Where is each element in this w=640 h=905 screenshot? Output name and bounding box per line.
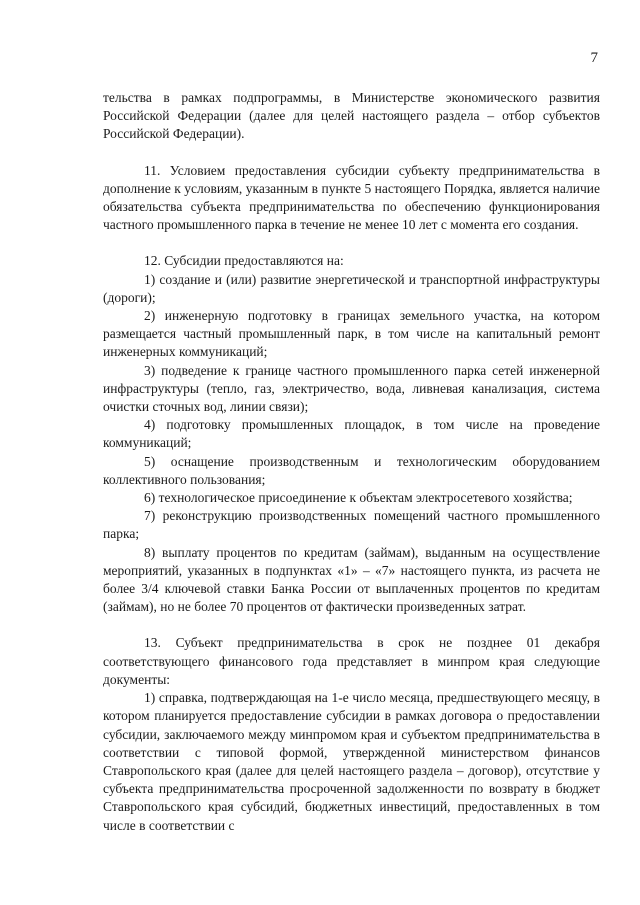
list-item-12-6: 6) технологическое присоединение к объектам электросетевого хозяйства;	[144, 490, 573, 506]
list-item-12-4: 4) подготовку промышленных площадок, в том числе на проведение коммуникаций;	[103, 417, 600, 451]
list-item-12-5: 5) оснащение производственным и технологическим оборудованием коллективного пользования;	[103, 453, 600, 487]
list-item-12-8: 8) выплату процентов по кредитам (займам), выданным на осуществление мероприятий, указанных в подпунктах «1» – «7» настоящего пункта, из расчета не более 3/4 ключевой ставки Банка России от выплаченных процентов по кредитам (займам), но не более 70 процентов от фактически произведенных затрат.	[103, 544, 600, 615]
list-item-12-2: 2) инженерную подготовку в границах земельного участка, на котором размещается частный промышленный парк, в том числе на капитальный ремонт инженерных коммуникаций;	[103, 308, 600, 360]
paragraph-11: 11. Условием предоставления субсидии субъекту предпринимательства в дополнение к условиям, указанным в пункте 5 настоящего Порядка, является наличие обязательства субъекта предпринимательства по обеспечению функционирования частного промышленного парка в течение не менее 10 лет с момента его создания.	[103, 162, 600, 233]
paragraph-continuation: тельства в рамках подпрограммы, в Министерстве экономического развития Российской Федерации (далее для целей настоящего раздела – отбор субъектов Российской Федерации).	[103, 90, 600, 142]
list-item-13-1: 1) справка, подтверждающая на 1-е число месяца, предшествующего месяцу, в котором планируется предоставление субсидии в рамках договора о предоставлении субсидии, заключаемого между минпромом края и субъектом предпринимательства в соответствии с типовой формой, утвержденной министерством финансов Ставропольского края (далее для целей настоящего раздела – договор), отсутствие у субъекта предпринимательства просроченной задолженности по возврату в бюджет Ставропольского края субсидий, бюджетных инвестиций, предоставленных в том числе в соответствии с	[103, 690, 600, 833]
document-body	[103, 89, 600, 835]
list-item-12-3: 3) подведение к границе частного промышленного парка сетей инженерной инфраструктуры (тепло, газ, электричество, вода, ливневая канализация, система очистки сточных вод, линии связи);	[103, 362, 600, 415]
page-number: 7	[590, 50, 598, 66]
list-item-12-7: 7) реконструкцию производственных помещений частного промышленного парка;	[103, 508, 600, 542]
paragraph-13: 13. Субъект предпринимательства в срок не позднее 01 декабря соответствующего финансового года представляет в минпром края следующие документы:	[103, 635, 600, 687]
paragraph-12: 12. Субсидии предоставляются на:	[144, 253, 344, 269]
list-item-12-1: 1) создание и (или) развитие энергетической и транспортной инфраструктуры (дороги);	[103, 271, 600, 305]
